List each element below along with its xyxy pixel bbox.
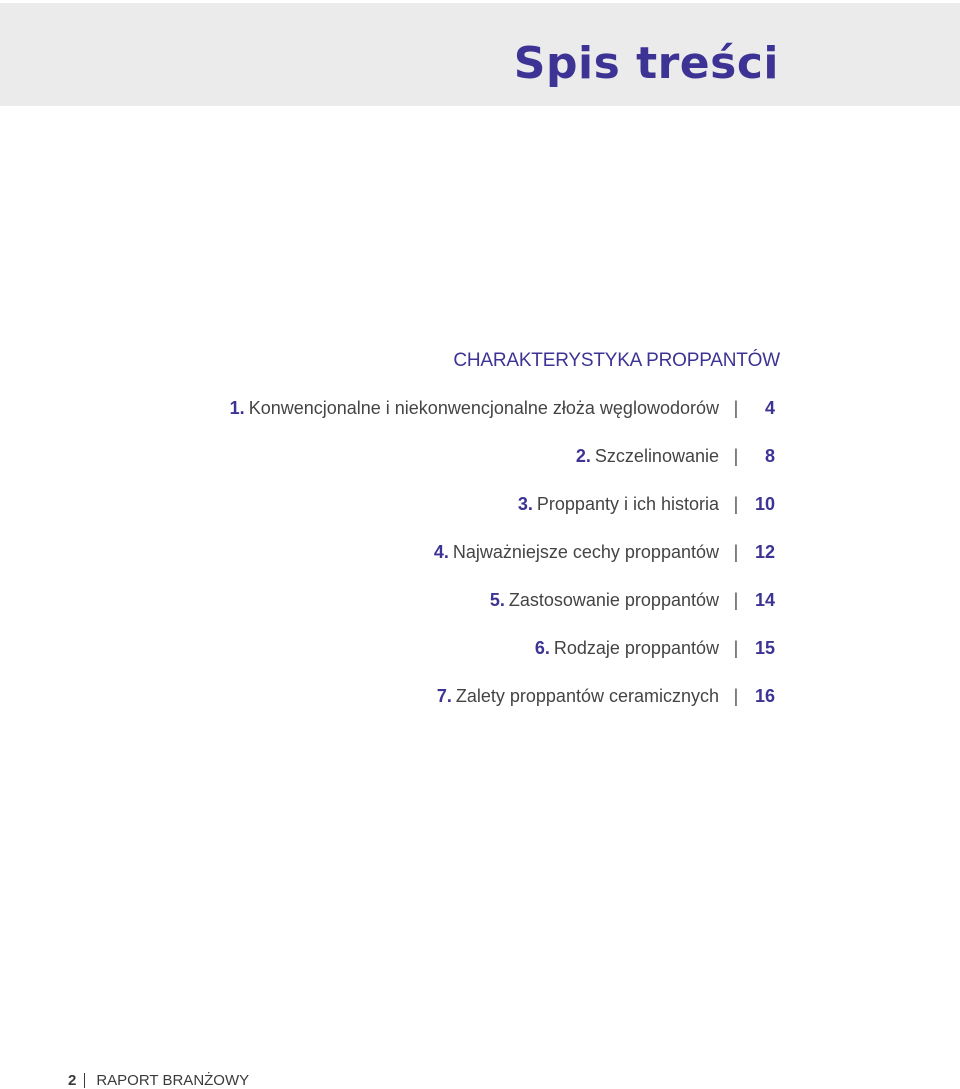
toc-entry-3[interactable] — [55, 494, 775, 542]
toc-entry-page: 8 — [764, 446, 775, 466]
table-of-contents — [55, 398, 775, 734]
toc-entry-title: Rodzaje proppantów — [553, 638, 719, 658]
page-title: Spis treści — [513, 38, 779, 89]
toc-entry-separator: | — [733, 590, 739, 610]
toc-entry-separator: | — [733, 638, 739, 658]
toc-entry-separator: | — [733, 686, 739, 706]
toc-entry-separator: | — [733, 446, 739, 466]
toc-entry-page: 10 — [754, 494, 775, 514]
toc-entry-title: Konwencjonalne i niekonwencjonalne złoża węglowodorów — [248, 398, 719, 418]
toc-entry-5[interactable] — [55, 590, 775, 638]
toc-entry-page: 14 — [754, 590, 775, 610]
toc-entry-separator: | — [733, 542, 739, 562]
toc-entry-1[interactable] — [55, 398, 775, 446]
toc-entry-title: Najważniejsze cechy proppantów — [452, 542, 719, 562]
page-footer — [68, 1072, 249, 1089]
toc-entry-separator: | — [733, 398, 739, 418]
toc-entry-title: Szczelinowanie — [594, 446, 719, 466]
toc-entry-page: 4 — [764, 398, 775, 418]
toc-entry-number: 5. — [489, 590, 505, 610]
toc-entry-2[interactable] — [55, 446, 775, 494]
toc-entry-number: 1. — [229, 398, 245, 418]
toc-entry-number: 7. — [436, 686, 452, 706]
toc-entry-page: 15 — [754, 638, 775, 658]
toc-entry-title: Zastosowanie proppantów — [508, 590, 719, 610]
toc-entry-separator: | — [733, 494, 739, 514]
section-heading: CHARAKTERYSTYKA PROPPANTÓW — [453, 350, 780, 371]
toc-entry-title: Zalety proppantów ceramicznych — [455, 686, 719, 706]
toc-entry-title: Proppanty i ich historia — [536, 494, 719, 514]
toc-entry-7[interactable] — [55, 686, 775, 734]
footer-divider — [84, 1073, 85, 1088]
header-band — [0, 3, 960, 106]
toc-entry-4[interactable] — [55, 542, 775, 590]
toc-entry-page: 12 — [754, 542, 775, 562]
toc-entry-page: 16 — [754, 686, 775, 706]
toc-entry-number: 4. — [433, 542, 449, 562]
toc-entry-6[interactable] — [55, 638, 775, 686]
footer-page-number: 2 — [68, 1072, 77, 1089]
toc-entry-number: 6. — [534, 638, 550, 658]
toc-entry-number: 3. — [517, 494, 533, 514]
toc-entry-number: 2. — [575, 446, 591, 466]
footer-label: RAPORT BRANŻOWY — [96, 1072, 250, 1089]
